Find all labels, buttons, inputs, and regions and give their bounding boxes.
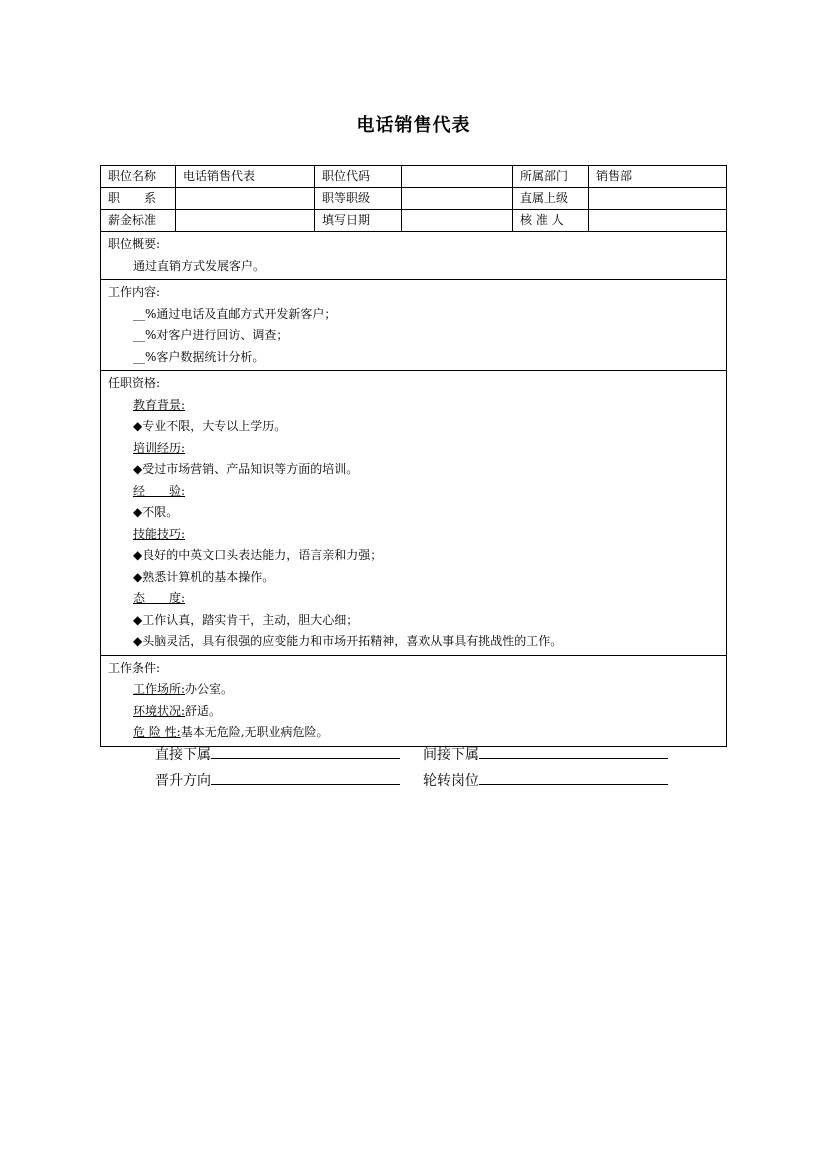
value-cell [589, 188, 727, 210]
value-cell: 销售部 [589, 166, 727, 188]
training-text: ◆受过市场营销、产品知识等方面的培训。 [133, 462, 359, 476]
risk-text: 基本无危险,无职业病危险。 [180, 725, 329, 739]
table-row [101, 210, 727, 232]
experience-label: 经 验: [133, 483, 186, 498]
overview-section [101, 232, 727, 280]
label-cell: 核 准 人 [513, 210, 589, 232]
indirect-subordinate-blank[interactable] [479, 744, 668, 759]
promotion-blank[interactable] [211, 770, 400, 785]
risk-label: 危 险 性: [133, 725, 181, 739]
attitude-item: ◆头脑灵活，具有很强的应变能力和市场开拓精神，喜欢从事具有挑战性的工作。 [133, 634, 563, 648]
label-cell: 职位代码 [315, 166, 402, 188]
conditions-section [101, 655, 727, 746]
duties-heading: 工作内容: [108, 285, 161, 299]
duty-item: __%客户数据统计分析。 [133, 349, 265, 364]
education-label: 教育背景: [133, 397, 186, 412]
job-description-table [100, 165, 727, 747]
env-text: 舒适。 [185, 703, 222, 718]
attitude-item: ◆工作认真，踏实肯干，主动，胆大心细； [133, 612, 359, 627]
duties-section [101, 280, 727, 371]
conditions-heading: 工作条件: [108, 660, 161, 675]
place-text: 办公室。 [185, 682, 234, 696]
value-cell: 电话销售代表 [176, 166, 315, 188]
value-cell [402, 188, 513, 210]
table-row [101, 188, 727, 210]
duty-item: __%对客户进行回访、调查； [133, 328, 289, 342]
skills-item: ◆良好的中英文口头表达能力，语言亲和力强； [133, 548, 383, 562]
footer-row-subordinates [155, 744, 668, 764]
skills-label: 技能技巧: [133, 526, 186, 541]
table-row [101, 166, 727, 188]
qualifications-heading: 任职资格: [108, 376, 161, 390]
value-cell [589, 210, 727, 232]
direct-subordinate-label: 直接下属 [155, 747, 211, 763]
education-text: ◆专业不限，大专以上学历。 [133, 419, 287, 433]
place-label: 工作场所: [133, 682, 186, 696]
value-cell [402, 166, 513, 188]
experience-text: ◆不限。 [133, 505, 179, 519]
value-cell [402, 210, 513, 232]
footer-row-career [155, 770, 668, 790]
attitude-label: 态 度: [133, 591, 186, 605]
value-cell [176, 210, 315, 232]
label-cell: 薪金标准 [101, 210, 176, 232]
direct-subordinate-blank[interactable] [211, 744, 400, 759]
label-cell: 职 系 [101, 188, 176, 210]
duty-item: __%通过电话及直邮方式开发新客户； [133, 306, 337, 321]
training-label: 培训经历: [133, 440, 186, 455]
label-cell: 填写日期 [315, 210, 402, 232]
overview-text: 通过直销方式发展客户。 [133, 258, 266, 273]
rotation-label: 轮转岗位 [423, 773, 479, 789]
value-cell [176, 188, 315, 210]
env-label: 环境状况: [133, 703, 186, 718]
label-cell: 职等职级 [315, 188, 402, 210]
promotion-label: 晋升方向 [155, 773, 211, 789]
label-cell: 职位名称 [101, 166, 176, 188]
skills-item: ◆熟悉计算机的基本操作。 [133, 569, 275, 584]
qualifications-section [101, 371, 727, 656]
rotation-blank[interactable] [479, 770, 668, 785]
overview-heading: 职位概要: [108, 237, 161, 251]
indirect-subordinate-label: 间接下属 [423, 747, 479, 763]
label-cell: 直属上级 [513, 188, 589, 210]
page-title: 电话销售代表 [356, 115, 471, 136]
label-cell: 所属部门 [513, 166, 589, 188]
